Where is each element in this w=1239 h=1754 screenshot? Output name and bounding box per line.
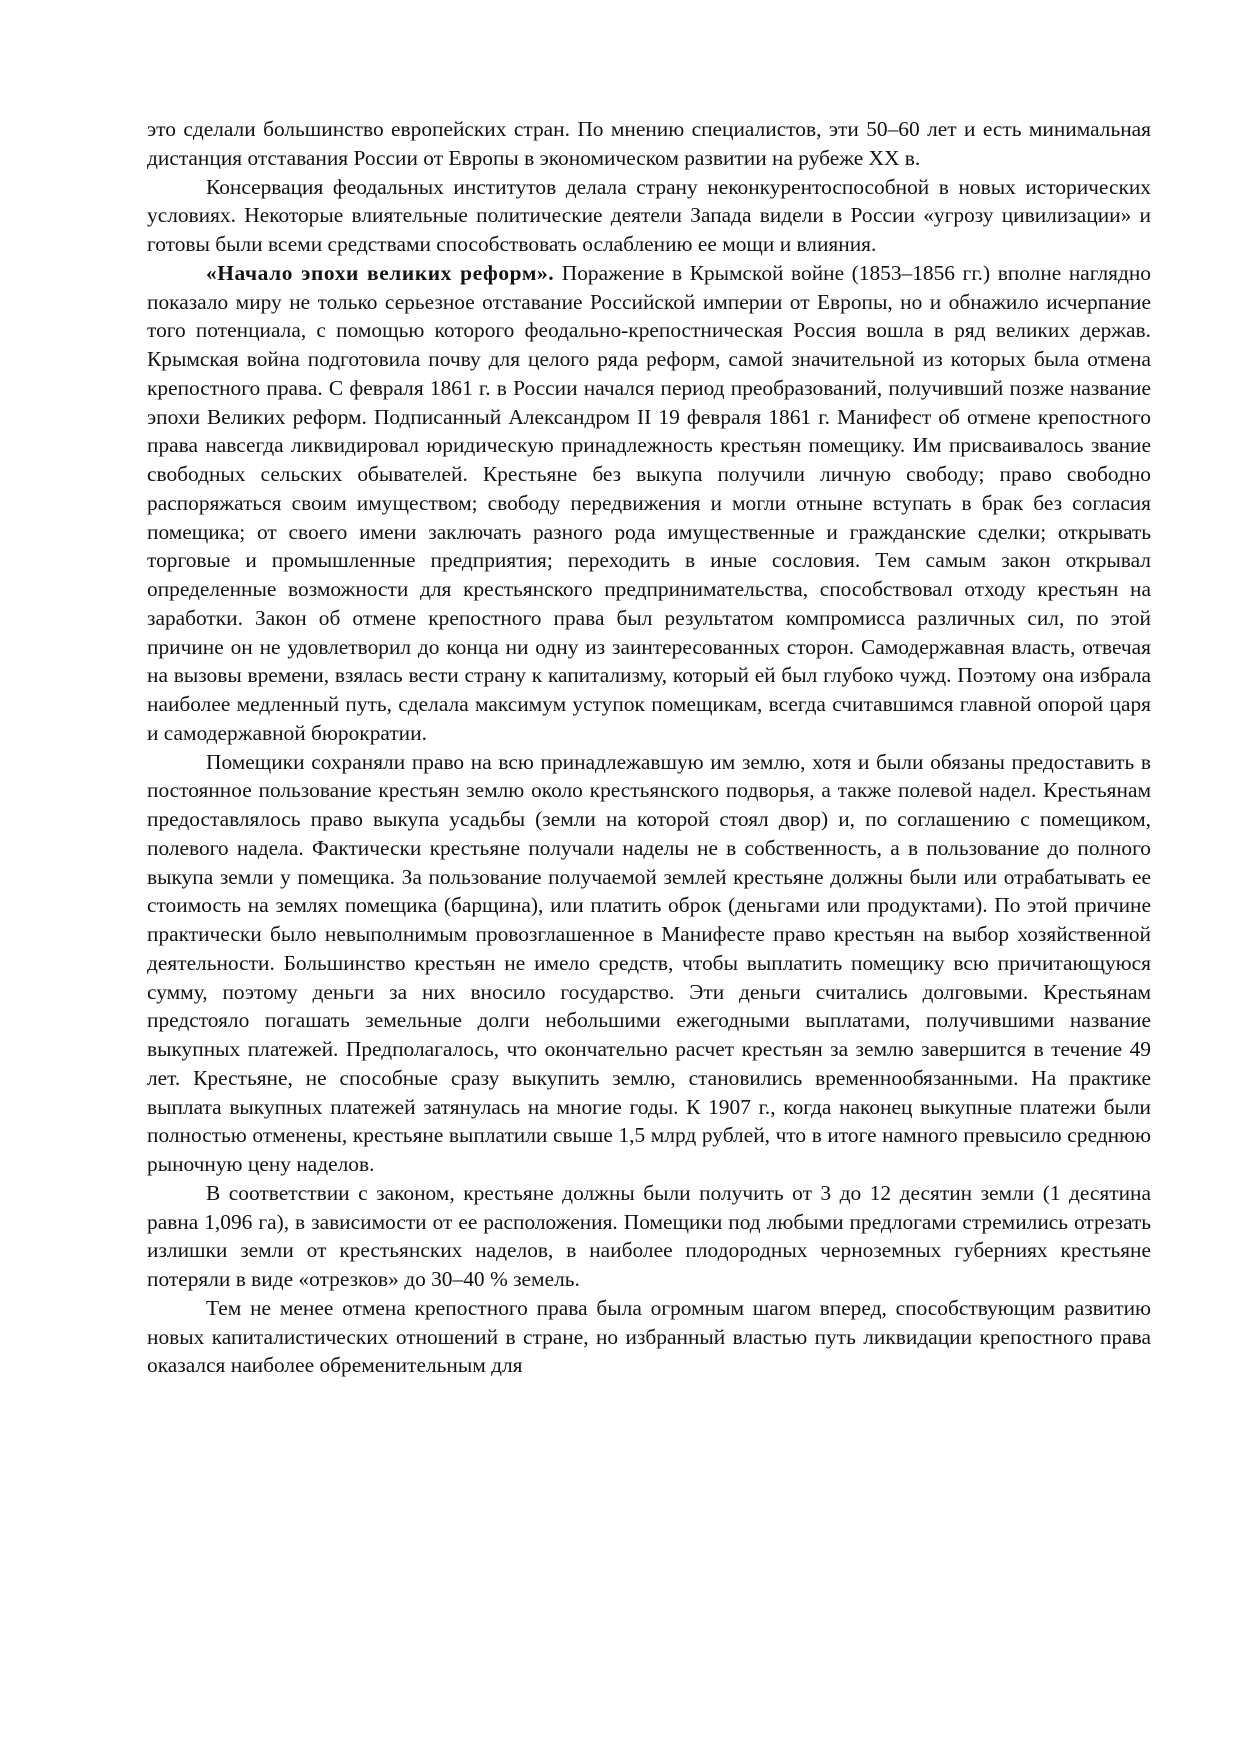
paragraph-great-reforms [147,259,1151,748]
paragraph-land-allotment [147,1179,1151,1294]
paragraph-text: Поражение в Крымской войне (1853–1856 гг.) вполне наглядно показало миру не только серьезное отставание Российской империи от Европы, но и обнажило исчерпание того потенциала, с помощью которого феодально-крепостническая Россия вошла в ряд великих держав. Крымская война подготовила почву для целого ряда реформ, самой значительной из которых была отмена крепостного права. С февраля 1861 г. в России начался период преобразований, получивший позже название эпохи Великих реформ. Подписанный Александром II 19 февраля 1861 г. Манифест об отмене крепостного права навсегда ликвидировал юридическую принадлежность крестьян помещику. Им присваивалось звание свободных сельских обывателей. Крестьяне без выкупа получили личную свободу; право свободно распоряжаться своим имуществом; свободу передвижения и могли отныне вступать в брак без согласия помещика; от своего имени заключать разного рода имущественные и гражданские сделки; открывать торговые и промышленные предприятия; переходить в иные сословия. Тем самым закон открывал определенные возможности для крестьянского предпринимательства, способствовал отходу крестьян на заработки. Закон об отмене крепостного права был результатом компромисса различных сил, по этой причине он не удовлетворил до конца ни одну из заинтересованных сторон. Самодержавная власть, отвечая на вызовы времени, взялась вести страну к капитализму, который ей был глубоко чужд. Поэтому она избрала наиболее медленный путь, сделала максимум уступок помещикам, всегда считавшимся главной опорой царя и самодержавной бюрократии. [147,260,1151,745]
paragraph-conservation [147,173,1151,259]
paragraph-landowners [147,748,1151,1179]
paragraph-text: Тем не менее отмена крепостного права была огромным шагом вперед, способствующим развитию новых капиталистических отношений в стране, но избранный властью путь ликвидации крепостного права оказался наиболее обременительным для [147,1295,1151,1378]
paragraph-continuation [147,115,1151,173]
paragraph-text: В соответствии с законом, крестьяне должны были получить от 3 до 12 десятин земли (1 десятина равна 1,096 га), в зависимости от ее расположения. Помещики под любыми предлогами стремились отрезать излишки земли от крестьянских наделов, в наиболее плодородных черноземных губерниях крестьяне потеряли в виде «отрезков» до 30–40 % земель. [147,1180,1151,1291]
paragraph-conclusion [147,1294,1151,1380]
paragraph-text: Консервация феодальных институтов делала страну неконкурентоспособной в новых исторических условиях. Некоторые влиятельные политические деятели Запада видели в России «угрозу цивилизации» и готовы были всеми средствами способствовать ослаблению ее мощи и влияния. [147,174,1151,256]
section-heading-inline: «Начало эпохи великих реформ». [206,260,555,285]
paragraph-text: это сделали большинство европейских стран. По мнению специалистов, эти 50–60 лет и есть минимальная дистанция отставания России от Европы в экономическом развитии на рубеже ХХ в. [147,117,1151,170]
document-page [147,115,1151,1380]
paragraph-text: Помещики сохраняли право на всю принадлежавшую им землю, хотя и были обязаны предоставить в постоянное пользование крестьян землю около крестьянского подворья, а также полевой надел. Крестьянам предоставлялось право выкупа усадьбы (земли на которой стоял двор) и, по соглашению с помещиком, полевого надела. Фактически крестьяне получали наделы не в собственность, а в пользование до полного выкупа земли у помещика. За пользование получаемой землей крестьяне должны были или отрабатывать ее стоимость на землях помещика (барщина), или платить оброк (деньгами или продуктами). По этой причине практически было невыполнимым провозглашенное в Манифесте право крестьян на выбор хозяйственной деятельности. Большинство крестьян не имело средств, чтобы выплатить помещику всю причитающуюся сумму, поэтому деньги за них вносило государство. Эти деньги считались долговыми. Крестьянам предстояло погашать земельные долги небольшими ежегодными выплатами, получившими название выкупных платежей. Предполагалось, что окончательно расчет крестьян за землю завершится в течение 49 лет. Крестьяне, не способные сразу выкупить землю, становились временнообязанными. На практике выплата выкупных платежей затянулась на многие годы. К 1907 г., когда наконец выкупные платежи были полностью отменены, крестьяне выплатили свыше 1,5 млрд рублей, что в итоге намного превысило среднюю рыночную цену наделов. [147,749,1151,1176]
